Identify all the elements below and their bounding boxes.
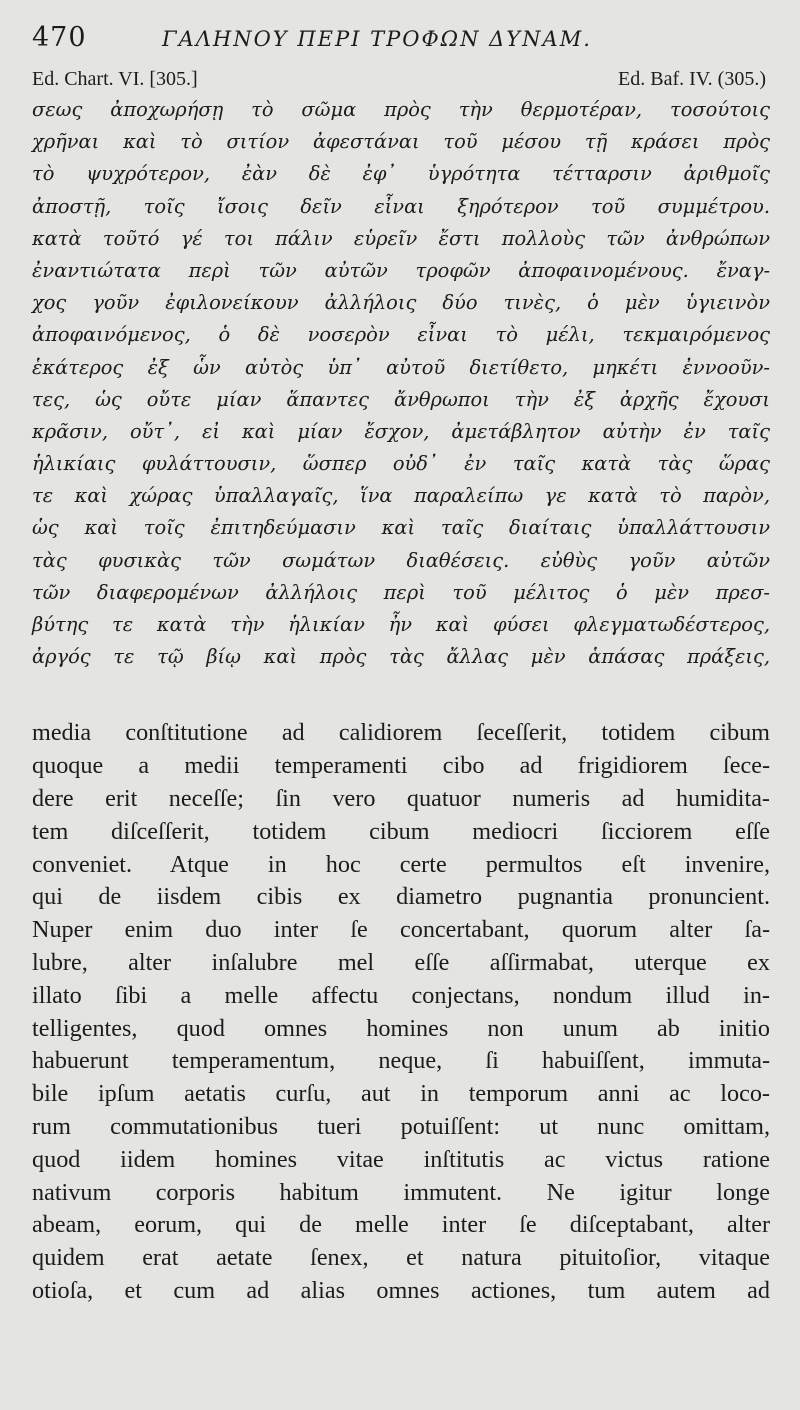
latin-text-line: quidem erat aetate ſenex, et natura pituitoſior, vitaque: [32, 1244, 770, 1272]
greek-text-block: [32, 94, 770, 673]
latin-text-line: Nuper enim duo inter ſe concertabant, quorum alter ſa-: [32, 916, 770, 944]
latin-text-line: media conſtitutione ad calidiorem ſeceſſerit, totidem cibum: [32, 719, 770, 747]
greek-text-line: ἀποφαινόμενος, ὁ δὲ νοσερὸν εἶναι τὸ μέλι, τεκμαιρόμενος: [32, 323, 770, 347]
greek-text-line: χος γοῦν ἐφιλονείκουν ἀλλήλοις δύο τινὲς, ὁ μὲν ὑγιεινὸν: [32, 291, 770, 315]
greek-text-line: τῶν διαφερομένων ἀλλήλοις περὶ τοῦ μέλιτος ὁ μὲν πρεσ-: [32, 580, 770, 604]
greek-text-line: ἑκάτερος ἐξ ὧν αὐτὸς ὑπ᾽ αὐτοῦ διετίθετο, μηκέτι ἐννοοῦν-: [32, 355, 770, 379]
edition-basel: Ed. Baf. IV. (305.): [618, 68, 766, 90]
greek-text-line: κατὰ τοῦτό γέ τοι πάλιν εὑρεῖν ἔστι πολλοὺς τῶν ἀνθρώπων: [32, 226, 770, 250]
latin-text-line: habuerunt temperamentum, neque, ſi habuiſſent, immuta-: [32, 1047, 770, 1075]
greek-text-line: τὰς φυσικὰς τῶν σωμάτων διαθέσεις. εὐθὺς γοῦν αὐτῶν: [32, 548, 770, 572]
greek-text-line: τε καὶ χώρας ὑπαλλαγαῖς, ἵνα παραλείπω γε κατὰ τὸ παρὸν,: [32, 484, 770, 508]
greek-text-line: τὸ ψυχρότερον, ἐὰν δὲ ἐφ᾽ ὑγρότητα τέτταρσιν ἀριθμοῖς: [32, 162, 770, 186]
greek-text-line: ἀργός τε τῷ βίῳ καὶ πρὸς τὰς ἄλλας μὲν ἁπάσας πράξεις,: [32, 645, 770, 669]
latin-text-line: conveniet. Atque in hoc certe permultos eſt invenire,: [32, 850, 770, 878]
greek-text-line: τες, ὡς οὔτε μίαν ἅπαντες ἄνθρωποι τὴν ἐξ ἀρχῆς ἔχουσι: [32, 387, 770, 411]
latin-text-line: abeam, eorum, qui de melle inter ſe diſceptabant, alter: [32, 1211, 770, 1239]
greek-text-line: κρᾶσιν, οὔτ᾽, εἰ καὶ μίαν ἔσχον, ἀμετάβλητον αὐτὴν ἐν ταῖς: [32, 419, 770, 443]
greek-text-line: χρῆναι καὶ τὸ σιτίον ἀφεστάναι τοῦ μέσου τῇ κράσει πρὸς: [32, 130, 770, 154]
edition-chartier: Ed. Chart. VI. [305.]: [32, 68, 198, 90]
greek-text-line: βύτης τε κατὰ τὴν ἡλικίαν ἦν καὶ φύσει φλεγματωδέστερος,: [32, 613, 770, 636]
latin-text-line: otioſa, et cum ad alias omnes actiones, tum autem ad: [32, 1276, 770, 1304]
greek-text-line: ἡλικίαις φυλάττουσιν, ὥσπερ οὐδ᾽ ἐν ταῖς κατὰ τὰς ὥρας: [32, 452, 770, 476]
edition-references: [32, 64, 770, 94]
latin-text-line: illato ſibi a melle affectu conjectans, nondum illud in-: [32, 981, 770, 1009]
greek-text-line: ἀποστῇ, τοῖς ἴσοις δεῖν εἶναι ξηρότερον τοῦ συμμέτρου.: [32, 194, 770, 218]
latin-text-line: qui de iisdem cibis ex diametro pugnantia pronuncient.: [32, 883, 770, 911]
latin-text-line: lubre, alter inſalubre mel eſſe aſſirmabat, uterque ex: [32, 948, 770, 976]
latin-text-line: quod iidem homines vitae inſtitutis ac victus ratione: [32, 1145, 770, 1173]
latin-text-line: tem diſceſſerit, totidem cibum mediocri ſicciorem eſſe: [32, 817, 770, 845]
running-head: [32, 22, 770, 64]
running-title: ΓΑΛΗΝΟΥ ΠΕΡΙ ΤΡΟΦΩΝ ΔΥΝΑΜ.: [162, 27, 592, 51]
latin-text-line: telligentes, quod omnes homines non unum ab initio: [32, 1014, 770, 1042]
greek-text-line: ὡς καὶ τοῖς ἐπιτηδεύμασιν καὶ ταῖς διαίταις ὑπαλλάττουσιν: [32, 516, 770, 540]
latin-text-line: dere erit neceſſe; ſin vero quatuor numeris ad humidita-: [32, 784, 770, 812]
latin-text-line: bile ipſum aetatis curſu, aut in temporum anni ac loco-: [32, 1080, 770, 1108]
latin-text-line: rum commutationibus tueri potuiſſent: ut nunc omittam,: [32, 1112, 770, 1140]
latin-text-line: quoque a medii temperamenti cibo ad frigidiorem ſece-: [32, 752, 770, 780]
greek-text-line: σεως ἀποχωρήσῃ τὸ σῶμα πρὸς τὴν θερμοτέραν, τοσούτοις: [32, 98, 770, 121]
page-number: 470: [32, 22, 87, 53]
greek-text-line: ἐναντιώτατα περὶ τῶν αὐτῶν τροφῶν ἀποφαινομένους. ἔναγ-: [32, 258, 770, 282]
latin-text-line: nativum corporis habitum immutent. Ne igitur longe: [32, 1178, 770, 1206]
latin-text-block: [32, 717, 770, 1307]
